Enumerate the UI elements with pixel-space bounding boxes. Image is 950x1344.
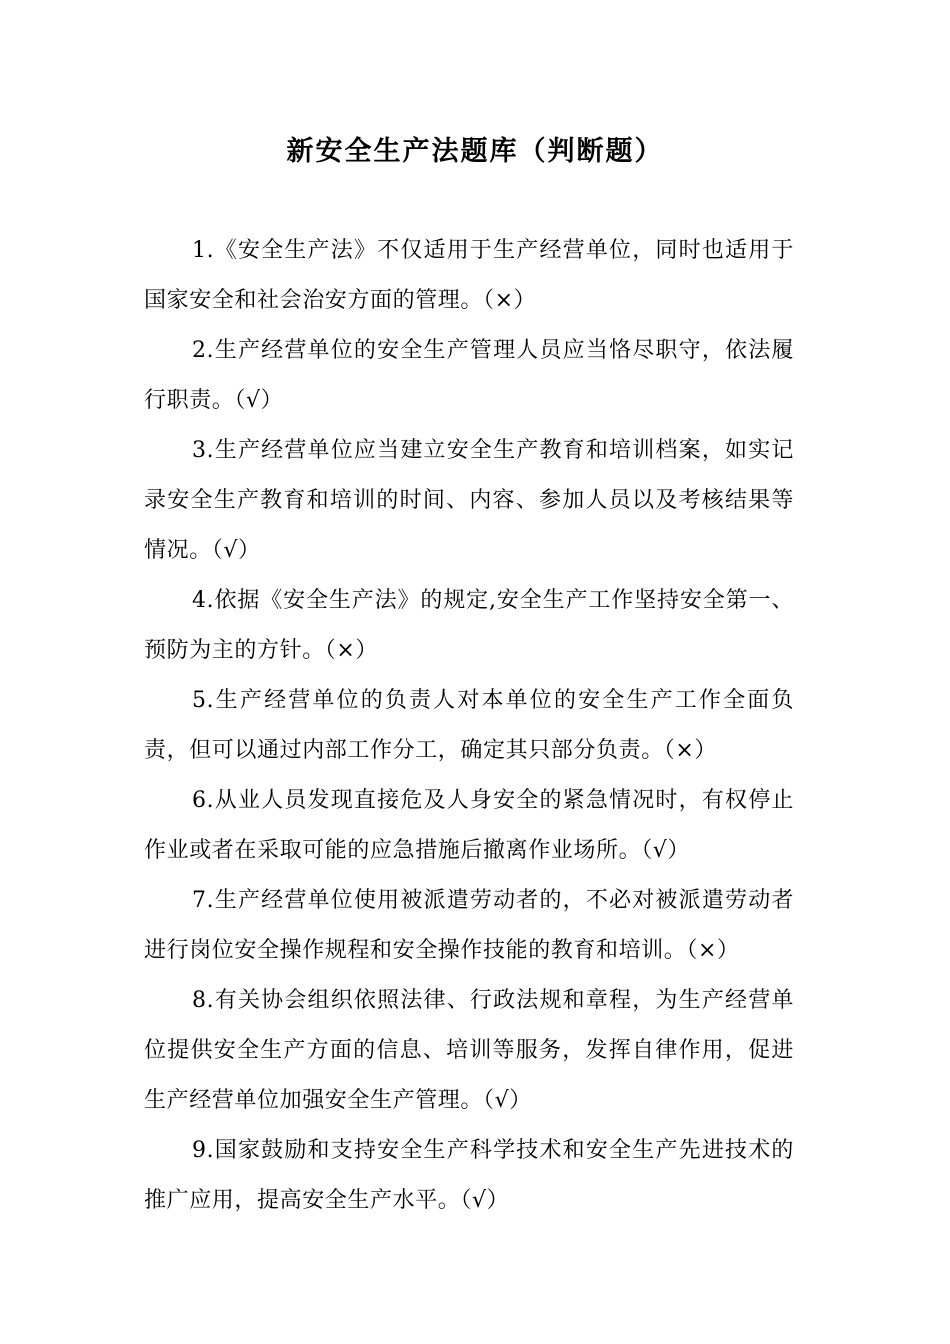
question-item: 5.生产经营单位的负责人对本单位的安全生产工作全面负责，但可以通过内部工作分工，确定其只部分负责。（×） [144, 688, 794, 763]
page-title: 新安全生产法题库（判断题） [286, 136, 664, 167]
question-item: 3.生产经营单位应当建立安全生产教育和培训档案，如实记录安全生产教育和培训的时间、内容、参加人员以及考核结果等情况。（√） [144, 438, 794, 563]
question-item: 8.有关协会组织依照法律、行政法规和章程，为生产经营单位提供安全生产方面的信息、培训等服务，发挥自律作用，促进生产经营单位加强安全生产管理。（√） [144, 988, 794, 1113]
question-item: 9.国家鼓励和支持安全生产科学技术和安全生产先进技术的推广应用，提高安全生产水平。（√） [144, 1138, 794, 1213]
question-list [144, 226, 794, 1226]
question-item: 7.生产经营单位使用被派遣劳动者的，不必对被派遣劳动者进行岗位安全操作规程和安全操作技能的教育和培训。（×） [144, 888, 794, 963]
question-item: 2.生产经营单位的安全生产管理人员应当恪尽职守，依法履行职责。（√） [144, 338, 794, 413]
question-item: 4.依据《安全生产法》的规定,安全生产工作坚持安全第一、预防为主的方针。（×） [144, 588, 794, 663]
question-item: 1.《安全生产法》不仅适用于生产经营单位，同时也适用于国家安全和社会治安方面的管理。（×） [144, 238, 794, 313]
question-item: 6.从业人员发现直接危及人身安全的紧急情况时，有权停止作业或者在采取可能的应急措施后撤离作业场所。（√） [144, 788, 794, 863]
